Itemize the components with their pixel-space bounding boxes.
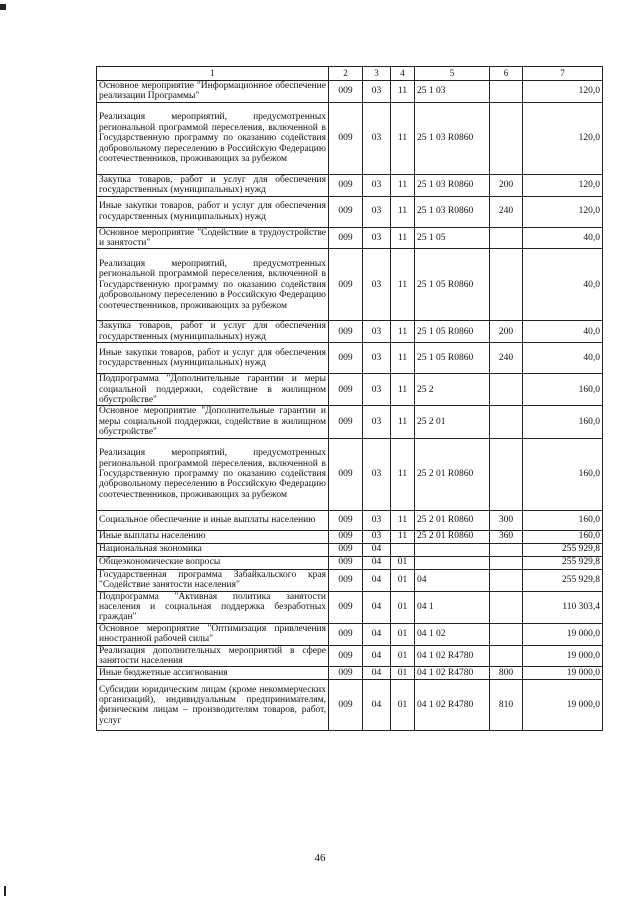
cell-amount: 110 303,4 (523, 591, 603, 623)
cell-target-article: 25 1 05 (415, 227, 490, 249)
cell-target-article (415, 556, 490, 569)
table-row (97, 667, 603, 680)
table-row (97, 227, 603, 249)
row-name: Иные бюджетные ассигнования (97, 667, 329, 680)
cell-amount: 40,0 (523, 227, 603, 249)
cell-section: 04 (363, 667, 391, 680)
row-name: Реализация мероприятий, предусмотренных региональной программой переселения, включенной в Государственную программу по оказанию содействия добровольному переселению в Российскую Федерацию соотечественников, проживающих за рубежом (97, 249, 329, 321)
cell-section: 03 (363, 530, 391, 543)
cell-subsection: 11 (391, 196, 415, 227)
row-name: Социальное обеспечение и иные выплаты населению (97, 510, 329, 530)
cell-section: 03 (363, 174, 391, 196)
table-row (97, 680, 603, 731)
cell-target-article: 25 1 03 R0860 (415, 174, 490, 196)
row-name: Реализация мероприятий, предусмотренных региональной программой переселения, включенной в Государственную программу по оказанию содействия добровольному переселению в Российскую Федерацию соотечественников, проживающих за рубежом (97, 102, 329, 174)
cell-amount: 160,0 (523, 406, 603, 438)
cell-expense-type: 200 (490, 321, 523, 343)
cell-expense-type (490, 569, 523, 591)
cell-target-article: 04 1 02 R4780 (415, 645, 490, 667)
cell-target-article: 04 (415, 569, 490, 591)
cell-section: 04 (363, 569, 391, 591)
cell-subsection: 11 (391, 530, 415, 543)
cell-subsection: 01 (391, 591, 415, 623)
cell-amount: 19 000,0 (523, 645, 603, 667)
table-row (97, 343, 603, 374)
cell-expense-type (490, 249, 523, 321)
cell-code: 009 (329, 569, 363, 591)
cell-code: 009 (329, 102, 363, 174)
cell-subsection: 11 (391, 102, 415, 174)
cell-amount: 120,0 (523, 102, 603, 174)
cell-expense-type (490, 591, 523, 623)
cell-target-article: 25 1 05 R0860 (415, 343, 490, 374)
row-name: Закупка товаров, работ и услуг для обеспечения государственных (муниципальных) нужд (97, 321, 329, 343)
cell-subsection: 11 (391, 374, 415, 406)
cell-code: 009 (329, 374, 363, 406)
cell-expense-type (490, 438, 523, 510)
row-name: Реализация дополнительных мероприятий в сфере занятости населения (97, 645, 329, 667)
cell-subsection: 11 (391, 321, 415, 343)
cell-target-article: 25 1 03 R0860 (415, 196, 490, 227)
cell-amount: 120,0 (523, 81, 603, 103)
cell-amount: 120,0 (523, 174, 603, 196)
cell-amount: 120,0 (523, 196, 603, 227)
scan-mark-top (0, 4, 6, 10)
cell-section: 03 (363, 227, 391, 249)
column-header-2: 2 (329, 67, 363, 81)
row-name: Подпрограмма "Активная политика занятости населения и социальная поддержка безработных граждан" (97, 591, 329, 623)
cell-expense-type: 240 (490, 343, 523, 374)
cell-subsection: 11 (391, 174, 415, 196)
cell-subsection: 01 (391, 556, 415, 569)
cell-section: 03 (363, 406, 391, 438)
cell-section: 04 (363, 591, 391, 623)
cell-amount: 255 929,8 (523, 543, 603, 556)
row-name: Иные закупки товаров, работ и услуг для обеспечения государственных (муниципальных) нужд (97, 196, 329, 227)
cell-target-article: 25 2 01 R0860 (415, 530, 490, 543)
cell-subsection: 11 (391, 510, 415, 530)
cell-code: 009 (329, 81, 363, 103)
cell-target-article (415, 543, 490, 556)
cell-amount: 40,0 (523, 321, 603, 343)
table-row (97, 556, 603, 569)
cell-code: 009 (329, 227, 363, 249)
cell-subsection: 11 (391, 438, 415, 510)
cell-code: 009 (329, 249, 363, 321)
cell-code: 009 (329, 556, 363, 569)
row-name: Основное мероприятие "Содействие в трудоустройстве и занятости" (97, 227, 329, 249)
cell-target-article: 25 2 01 (415, 406, 490, 438)
cell-expense-type: 360 (490, 530, 523, 543)
row-name: Государственная программа Забайкальского края "Содействие занятости населения" (97, 569, 329, 591)
cell-code: 009 (329, 438, 363, 510)
cell-expense-type (490, 406, 523, 438)
cell-target-article: 25 2 01 R0860 (415, 438, 490, 510)
cell-section: 03 (363, 321, 391, 343)
column-header-3: 3 (363, 67, 391, 81)
table-body (97, 81, 603, 731)
table-row (97, 81, 603, 103)
budget-table (96, 66, 603, 731)
cell-subsection: 01 (391, 645, 415, 667)
cell-target-article: 04 1 02 R4780 (415, 667, 490, 680)
cell-target-article: 25 1 05 R0860 (415, 249, 490, 321)
cell-expense-type: 200 (490, 174, 523, 196)
cell-expense-type (490, 102, 523, 174)
column-header-4: 4 (391, 67, 415, 81)
cell-amount: 255 929,8 (523, 569, 603, 591)
cell-code: 009 (329, 645, 363, 667)
cell-target-article: 25 2 01 R0860 (415, 510, 490, 530)
cell-section: 03 (363, 438, 391, 510)
cell-target-article: 25 2 (415, 374, 490, 406)
cell-target-article: 25 1 03 R0860 (415, 102, 490, 174)
table-row (97, 530, 603, 543)
cell-amount: 19 000,0 (523, 667, 603, 680)
cell-amount: 160,0 (523, 438, 603, 510)
cell-expense-type: 240 (490, 196, 523, 227)
row-name: Иные закупки товаров, работ и услуг для обеспечения государственных (муниципальных) нужд (97, 343, 329, 374)
header-row (97, 67, 603, 81)
cell-amount: 160,0 (523, 510, 603, 530)
cell-subsection: 11 (391, 227, 415, 249)
row-name: Основное мероприятие "Оптимизация привлечения иностранной рабочей силы" (97, 623, 329, 645)
page-number: 46 (314, 852, 326, 864)
table-row (97, 406, 603, 438)
cell-code: 009 (329, 510, 363, 530)
cell-section: 03 (363, 343, 391, 374)
cell-code: 009 (329, 543, 363, 556)
cell-target-article: 04 1 02 (415, 623, 490, 645)
row-name: Субсидии юридическим лицам (кроме некоммерческих организаций), индивидуальным предпринимателям, физическим лицам – производителям товаров, работ, услуг (97, 680, 329, 731)
cell-section: 04 (363, 623, 391, 645)
row-name: Национальная экономика (97, 543, 329, 556)
table-row (97, 321, 603, 343)
cell-code: 009 (329, 406, 363, 438)
table-row (97, 569, 603, 591)
cell-section: 03 (363, 374, 391, 406)
table-row (97, 438, 603, 510)
cell-subsection: 11 (391, 343, 415, 374)
column-header-7: 7 (523, 67, 603, 81)
cell-expense-type (490, 227, 523, 249)
cell-expense-type (490, 645, 523, 667)
table-row (97, 374, 603, 406)
cell-code: 009 (329, 667, 363, 680)
row-name: Иные выплаты населению (97, 530, 329, 543)
column-header-1: 1 (97, 67, 329, 81)
scan-mark-bottom (4, 886, 6, 896)
cell-section: 03 (363, 81, 391, 103)
row-name: Общеэкономические вопросы (97, 556, 329, 569)
table-row (97, 543, 603, 556)
row-name: Основное мероприятие "Информационное обеспечение реализации Программы" (97, 81, 329, 103)
cell-target-article: 25 1 05 R0860 (415, 321, 490, 343)
cell-target-article: 25 1 03 (415, 81, 490, 103)
cell-code: 009 (329, 196, 363, 227)
column-header-5: 5 (415, 67, 490, 81)
cell-code: 009 (329, 680, 363, 731)
cell-section: 03 (363, 249, 391, 321)
table-row (97, 102, 603, 174)
cell-subsection: 01 (391, 569, 415, 591)
cell-expense-type (490, 623, 523, 645)
row-name: Закупка товаров, работ и услуг для обеспечения государственных (муниципальных) нужд (97, 174, 329, 196)
table-row (97, 249, 603, 321)
cell-subsection (391, 543, 415, 556)
cell-section: 04 (363, 543, 391, 556)
table-row (97, 174, 603, 196)
table-header (97, 67, 603, 81)
cell-amount: 160,0 (523, 530, 603, 543)
cell-target-article: 04 1 02 R4780 (415, 680, 490, 731)
cell-amount: 19 000,0 (523, 623, 603, 645)
cell-amount: 160,0 (523, 374, 603, 406)
cell-code: 009 (329, 343, 363, 374)
table-row (97, 591, 603, 623)
table-row (97, 645, 603, 667)
cell-section: 03 (363, 510, 391, 530)
cell-expense-type (490, 374, 523, 406)
cell-expense-type: 810 (490, 680, 523, 731)
cell-subsection: 11 (391, 406, 415, 438)
row-name: Подпрограмма "Дополнительные гарантии и меры социальной поддержки, содействие в жилищном обустройстве" (97, 374, 329, 406)
cell-section: 03 (363, 102, 391, 174)
row-name: Основное мероприятие "Дополнительные гарантии и меры социальной поддержки, содействие в жилищном обустройстве" (97, 406, 329, 438)
cell-code: 009 (329, 623, 363, 645)
cell-amount: 40,0 (523, 343, 603, 374)
cell-subsection: 11 (391, 249, 415, 321)
cell-code: 009 (329, 530, 363, 543)
column-header-6: 6 (490, 67, 523, 81)
cell-expense-type: 300 (490, 510, 523, 530)
cell-expense-type (490, 543, 523, 556)
cell-amount: 19 000,0 (523, 680, 603, 731)
cell-code: 009 (329, 591, 363, 623)
cell-subsection: 01 (391, 667, 415, 680)
cell-section: 04 (363, 680, 391, 731)
cell-section: 04 (363, 556, 391, 569)
table-row (97, 623, 603, 645)
cell-amount: 40,0 (523, 249, 603, 321)
cell-section: 04 (363, 645, 391, 667)
cell-subsection: 01 (391, 623, 415, 645)
table-row (97, 196, 603, 227)
cell-subsection: 01 (391, 680, 415, 731)
cell-code: 009 (329, 174, 363, 196)
cell-expense-type (490, 81, 523, 103)
cell-code: 009 (329, 321, 363, 343)
cell-section: 03 (363, 196, 391, 227)
table-row (97, 510, 603, 530)
cell-target-article: 04 1 (415, 591, 490, 623)
cell-expense-type: 800 (490, 667, 523, 680)
cell-expense-type (490, 556, 523, 569)
cell-subsection: 11 (391, 81, 415, 103)
cell-amount: 255 929,8 (523, 556, 603, 569)
row-name: Реализация мероприятий, предусмотренных региональной программой переселения, включенной в Государственную программу по оказанию содействия добровольному переселению в Российскую Федерацию соотечественников, проживающих за рубежом (97, 438, 329, 510)
